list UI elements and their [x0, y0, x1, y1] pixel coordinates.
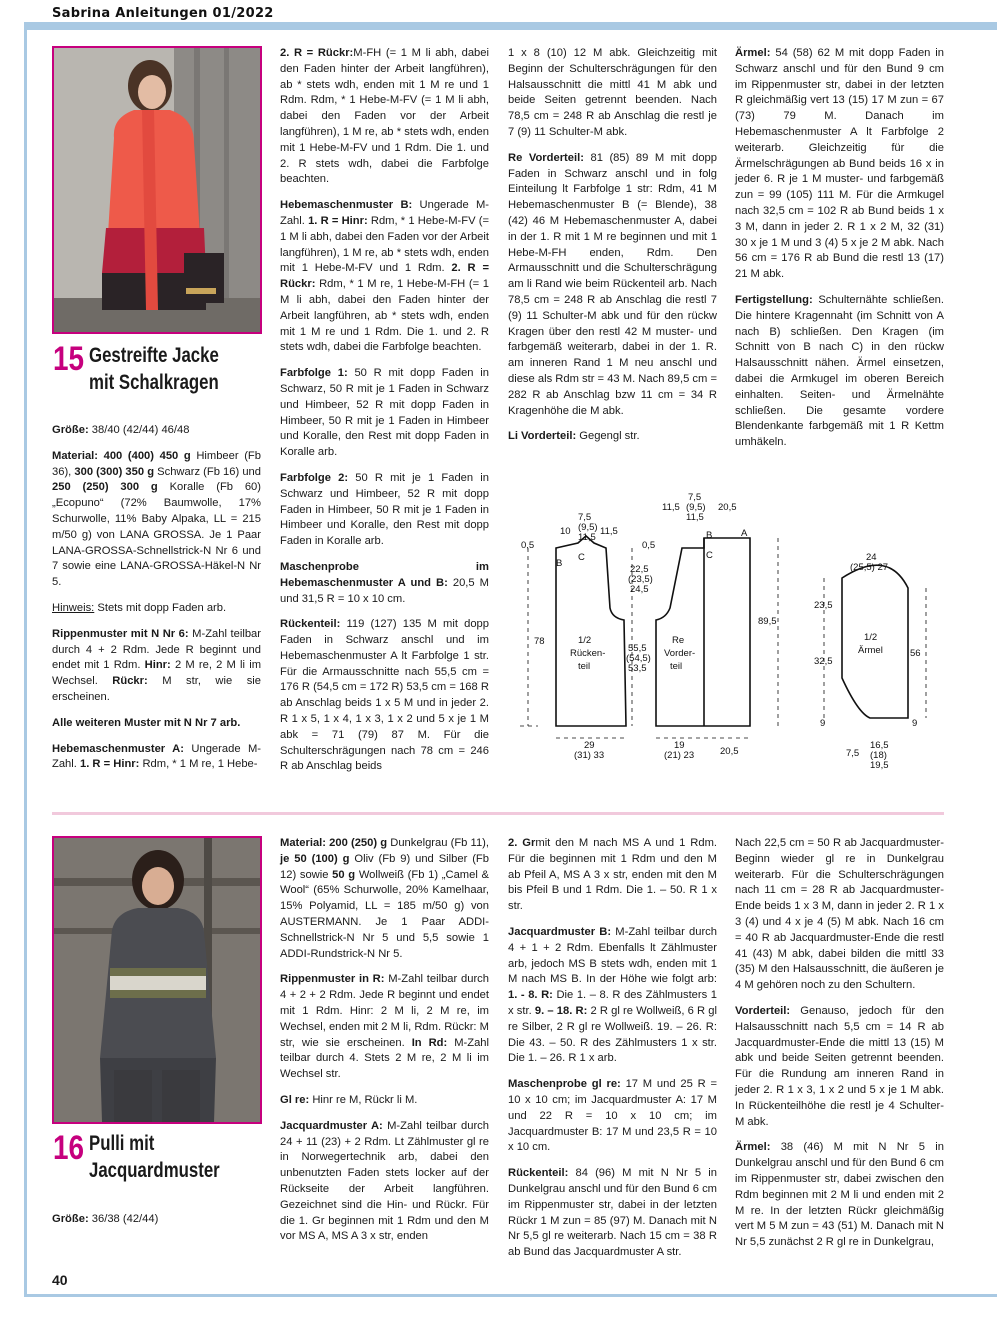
sweater-illustration: [54, 838, 260, 1122]
paragraph: [508, 429, 717, 445]
bold-run: Li Vorderteil:: [508, 430, 577, 443]
bottom-frame-bar: [24, 1294, 997, 1297]
dim-19: (9,5): [686, 502, 706, 513]
dim-17: (31) 33: [574, 750, 605, 761]
dim-10: 22,5: [630, 564, 649, 575]
dim-22: 20,5: [718, 502, 737, 513]
pattern-15-title-line1: Gestreifte Jacke: [89, 344, 219, 367]
dim-38: 16,5: [870, 740, 889, 751]
dim-4: 10: [560, 526, 571, 537]
magazine-header: Sabrina Anleitungen 01/2022: [52, 6, 274, 21]
bold-run: Farbfolge 2:: [280, 471, 349, 484]
text-run: M-Zahl teilbar durch 4 + 2 + 2 Rdm. Jede R beginnt und endet mit 1 Rdm. Hinr: 2 M li, 2 M re, im Wechsel, enden mit 2 M li, Rdm. Rückr: M str, wie sie erscheinen.: [280, 973, 489, 1049]
dim-0: 0,5: [521, 540, 535, 551]
text-run: 2 R gl re Wollweiß, 6 R gl re Silber, 2 R gl re Wollweiß. 19. – 26. R: Die 43. – 50. R des Zählmusters 1 x str. Die 1. – 26. R 1 x arb.: [508, 1004, 717, 1065]
text-run: Hinr re M, Rückr li M.: [309, 1093, 418, 1106]
bold-run: 2. R = Rückr:: [280, 262, 489, 291]
bold-run: 300 (300) 350 g: [74, 465, 155, 478]
bold-run: Hebemaschenmuster B:: [280, 199, 413, 212]
schematic-diagram: [508, 488, 944, 778]
pattern-16-column-1: [52, 1212, 261, 1238]
text-run: Dunkelgrau (Fb 11),: [387, 837, 489, 849]
cardigan-photo: [52, 46, 262, 334]
dim-36: 9: [912, 718, 918, 729]
pattern-15-column-2: [280, 46, 489, 785]
dim-37: 7,5: [846, 748, 860, 759]
bold-run: In Rd:: [411, 1036, 448, 1049]
bold-run: Farbfolge 1:: [280, 367, 348, 380]
text-run: Rdm, * 1 M re, 1 Hebe-: [139, 758, 258, 771]
dim-21: 11,5: [686, 512, 704, 523]
text-run: Rdm, * 1 Hebe-M-FV (= 1 M li abh, dabei den Faden vor der Arbeit langführen), 1 M re, ab * stets wdh, enden mit 1 Hebe-M-FV und 1 Rdm. Die 1. und 2. R stets wdh, dabei die Farbfolge beachten.: [280, 94, 489, 186]
text-run: 2 M re, 2 M li im Wechsel.: [52, 659, 262, 688]
text-run: Genauso, jedoch für den Halsausschnitt nach 5,5 cm = 14 R ab Jacquardmuster-Ende die mittl 13 (15) M abk und beide Seiten getrennt beenden. Für die Rundung am inneren Rand in jeder 2. R 1 x 3, 1 x 2 und 5 x je 1 M abk. In Rückenteilhöhe die restl je 4 Schulter-M abk.: [735, 1004, 944, 1128]
dim-20: 7,5: [688, 492, 702, 503]
dim-28: (21) 23: [664, 750, 695, 761]
text-run: 36/38 (42/44): [88, 1213, 159, 1225]
text-run: Die 1. – 8. R des Zählmusters 1 x str.: [508, 989, 718, 1017]
paragraph: [280, 366, 489, 461]
paragraph: [52, 742, 261, 774]
paragraph: [508, 1077, 717, 1156]
text-run: Himbeer (Fb 36),: [52, 449, 261, 478]
bold-run: Gl re:: [280, 1093, 310, 1106]
section-divider: [52, 812, 944, 815]
text-run: M-Zahl teilbar durch 4. Stets 2 M re, 2 M li im Wechsel str.: [280, 1036, 489, 1081]
paragraph: [280, 836, 489, 962]
top-frame-bar: [24, 22, 997, 30]
pattern-16-column-3: [508, 836, 717, 1271]
back-label-1: 1/2: [578, 635, 592, 646]
paragraph: [280, 560, 489, 607]
paragraph: [52, 423, 261, 439]
dim-29: 20,5: [720, 746, 739, 757]
dim-8: C: [578, 552, 585, 563]
paragraph: [280, 617, 489, 775]
text-run: Schulternähte schließen. Die hintere Kragennaht (im Schnitt von A nach B) schließen. Den Kragen (im Schnitt von B nach C) in den rückw Halsausschnitt nähen. Ärmel einsetzen, dabei die Armkugel im oberen Bereich einhalten. Seiten- und Ärmelnähte schließen. Die gesamte vordere Blendenkante farbgemäß mit 1 R Kettm umhäkeln.: [735, 293, 944, 449]
paragraph: [52, 627, 261, 706]
bold-run: Rippenmuster mit N Nr 6:: [52, 627, 189, 640]
text-run: 50 R mit dopp Faden in Schwarz, 50 R mit je 1 Faden in Schwarz und Himbeer, 52 R mit dopp Faden in Himbeer, 50 R mit je 1 Faden in Himbeer und Koralle, den Rest mit dopp Faden in Koralle arb.: [280, 367, 490, 459]
bold-run: 2. R = Rückr:: [280, 47, 354, 59]
dim-18: 11,5: [662, 502, 680, 513]
text-run: 81 (85) 89 M mit dopp Faden in Schwarz anschl und in folg Einteilung lt Farbfolge 1 str: Rdm, 41 M Hebemaschenmuster B (= Blende), 38 (42) 46 M Hebemaschenmuster A, dabei in der 1. R mit 1 M re beginnen und mit 1 Hebe-M-FH enden, Rdm. Den Armausschnitt und die Schulterschrägung am li Rand wie beim Rückenteil arb. Nach 78,5 cm = 248 R ab Anschlag die restl 7 (9) 11 Schulter-M abk und für den rückw Kragen über den restl 42 M muster- und farbgemäß weiterarb, dabei in der 1. R. am inneren Rand 1 M neu anschl und diese als Rdm str = 43 M. Nach 89,5 cm = 282 R ab Anschlag bzw 11 cm = 34 R Kragenhöhe die M abk.: [508, 151, 717, 417]
text-run: Schwarz (Fb 16) und: [154, 465, 262, 478]
dim-7: B: [556, 558, 563, 569]
dim-31: (25,5) 27: [850, 562, 889, 573]
text-run: M-Zahl teilbar durch 24 + 11 (23) + 2 Rdm. Lt Zählmuster gl re in Norwegertechnik arb, dabei den unbenutzten Faden stets locker auf der Rückseite der Arbeit langführen. Gezeichnet sind die Hin- und Rückr. Für die 1. Gr beginnen mit 1 Rdm und den M vor MS A, MS A 3 x str, enden: [280, 1119, 489, 1243]
bold-run: Größe:: [52, 424, 89, 436]
paragraph: [508, 836, 717, 915]
paragraph: [508, 1166, 717, 1261]
bold-run: Hinr:: [144, 659, 171, 672]
sleeve-label-2: Ärmel: [858, 645, 883, 656]
dim-25: C: [706, 550, 713, 561]
pattern-15-number: 15: [53, 340, 85, 378]
page-number: 40: [52, 1272, 68, 1288]
bold-run: Größe:: [52, 1213, 89, 1225]
bold-run: 9. – 18. R:: [534, 1004, 588, 1017]
text-run: Oliv (Fb 9) und Silber (Fb 12) sowie: [280, 852, 489, 881]
dim-12: 24,5: [630, 584, 649, 595]
text-run: M-Zahl teilbar durch 4 + 1 + 2 Rdm. Ebenfalls lt Zählmuster arb, jedoch MS B stets wdh, enden mit 1 M nach MS B. In der Höhe wie folgt arb:: [508, 925, 717, 986]
back-label-2: Rücken-: [570, 648, 606, 659]
dim-23: B: [706, 530, 713, 541]
text-run: Rdm, * 1 Hebe-M-FV (= 1 M li abh, dabei den Faden vor der Arbeit langführen), 1 M re, ab * stets wdh, enden mit 1 Hebe-M-FV und 1 Rdm.: [280, 214, 489, 275]
dim-40: 19,5: [870, 760, 889, 771]
pattern-15-column-4: [735, 46, 944, 461]
pattern-16-title-line1: Pulli mit: [89, 1132, 155, 1155]
dim-39: (18): [870, 750, 887, 761]
paragraph: [52, 601, 261, 617]
bold-run: je 50 (100) g: [280, 852, 350, 865]
bold-run: Ärmel:: [735, 47, 771, 59]
paragraph: [280, 1093, 489, 1109]
dim-13: 55,5: [628, 643, 647, 654]
paragraph: [280, 471, 489, 550]
bold-run: Jacquardmuster A:: [280, 1119, 383, 1132]
dim-14: (54,5): [626, 653, 651, 664]
bold-run: Fertigstellung:: [735, 293, 813, 306]
dim-16: 29: [584, 740, 595, 751]
text-run: Koralle (Fb 60) „Ecopuno“ (72% Baumwolle, 17% Schurwolle, 11% Baby Alpaka, LL = 215 m/50 g) von LANA GROSSA. Je 1 Paar LANA-GROSSA-Schnellstrick-N Nr 6 und 7 sowie eine LANA-GROSSA-Häkel-N Nr 5.: [52, 481, 261, 589]
text-run: Stets mit dopp Faden arb.: [94, 601, 227, 614]
bold-run: 50 g: [332, 868, 356, 881]
text-run: Nach 22,5 cm = 50 R ab Jacquardmuster-Beginn wieder gl re in Dunkelgrau weiterarb. Für die Schulterschrägungen nach 11 cm = 28 R ab Jacquardmuster-Ende beids 1 x 3 M, dann in jeder 2. R 1 x 3 (4) und 4 x je 4 (5) M abk. Nach 16 cm = 40 R ab Jacquardmuster-Ende die restl 41 (43) M abk, dabei bilden die mittl 33 (35) M den Halsausschnitt, die äußeren je 4 M gehören noch zu den Schultern.: [735, 837, 944, 992]
bold-run: Material: 200 (250) g: [280, 837, 388, 849]
dim-27: 19: [674, 740, 685, 751]
bold-run: 2. Gr: [508, 837, 536, 849]
paragraph: [735, 836, 944, 994]
text-run: M-FH (= 1 M li abh, dabei den Faden hinter der Arbeit langführen), ab * stets wdh, enden mit 1 M re und 1 Rdm.: [280, 47, 489, 107]
dim-3: 11,5: [578, 532, 596, 543]
bold-run: Rippenmuster in R:: [280, 973, 385, 986]
paragraph: [280, 198, 489, 356]
pattern-16-column-4: [735, 836, 944, 1261]
bold-run: Vorderteil:: [735, 1004, 791, 1017]
back-piece-outline: [556, 536, 626, 726]
text-run: 54 (58) 62 M mit dopp Faden in Schwarz anschl und für den Bund 9 cm im Rippenmuster str, dabei in der letzten R gleichmäßig vert 13 (15) 17 M zun = 67 (73) 79 M. Danach im Hebemaschenmuster A lt Farbfolge 2 weiterarb. Gleichzeitig für die Ärmelschrägungen ab Bund beids 16 x in jeder 6. R je 1 M muster- und farbgemäß zun = 99 (105) 111 M. Für die Armkugel nach 32,5 cm = 102 R ab Bund beids 1 x 3 M, dann in jeder 2. R 1 x 2 M, 32 (31) 30 x je 1 M und 3 (4) 5 x je 2 M abk. Nach 56 cm = 176 R ab Bund die restl 13 (17) 21 M abk.: [735, 47, 944, 281]
bold-run: Maschenprobe gl re:: [508, 1078, 621, 1091]
sleeve-label-1: 1/2: [864, 632, 878, 643]
text-run: M-Zahl teilbar durch 4 + 2 Rdm. Jede R beginnt und endet mit 1 Rdm.: [52, 627, 262, 672]
paragraph: [280, 1119, 489, 1245]
text-run: Ungerade M-Zahl.: [52, 742, 261, 771]
dim-2: (9,5): [578, 522, 598, 533]
bold-run: Rückr:: [112, 675, 148, 688]
front-piece-outline: [656, 538, 750, 726]
bold-run: Alle weiteren Muster mit N Nr 7 arb.: [52, 716, 241, 729]
dim-33: 32,5: [814, 656, 833, 667]
paragraph: [735, 1140, 944, 1251]
dim-32: 23,5: [814, 600, 833, 611]
text-run: mit den M nach MS A und 1 Rdm. Für die: [508, 837, 717, 865]
front-label-2: Vorder-: [664, 648, 696, 659]
text-run: 38/40 (42/44) 46/48: [88, 424, 190, 436]
dim-30: 24: [866, 552, 877, 563]
bold-run: Jacquardmuster B:: [508, 925, 612, 938]
paragraph: [735, 293, 944, 451]
text-run: 38 (46) M mit N Nr 5 in Dunkelgrau anschl und für den Bund 6 cm im Rippenmuster str, dabei zwischen den Rdm beginnen mit 2 M li und enden mit 2 M re. In der letzten Rückr gleichmäßig vert M 5 M zun = 43 (51) M. Danach mit N Nr 5,5 zunächst 2 R gl re in Dunkelgrau,: [735, 1141, 944, 1249]
paragraph: [735, 1004, 944, 1130]
sweater-photo: [52, 836, 262, 1124]
paragraph: [52, 449, 261, 591]
front-label-3: teil: [670, 661, 683, 672]
text-run: 1 x 8 (10) 12 M abk. Gleichzeitig mit Beginn der Schulterschrägungen für den Halsausschnitt die mittl 41 M abk und beide Seiten getrennt beenden. Nach 78,5 cm = 248 R ab Anschlag die restl je 7 (9) 11 Schulter-M abk.: [508, 47, 717, 138]
bold-run: 250 (250) 300 g: [52, 481, 158, 494]
pattern-15-column-3: [508, 46, 717, 455]
paragraph: [52, 1212, 261, 1228]
underlined-run: Hinweis:: [52, 601, 95, 614]
bold-run: Rückenteil:: [280, 618, 341, 631]
paragraph: [52, 716, 261, 732]
text-run: Gegengl str.: [576, 430, 640, 443]
front-label-1: Re: [672, 635, 685, 646]
paragraph: [280, 972, 489, 1083]
dim-34: 56: [910, 648, 921, 659]
text-run: Ungerade M-Zahl.: [280, 199, 489, 227]
paragraph: [735, 46, 944, 283]
dim-15: 53,5: [628, 663, 647, 674]
pattern-15-column-1: [52, 423, 261, 783]
text-run: 119 (127) 135 M mit dopp Faden in Schwarz anschl und im Hebemaschenmuster A lt Farbfolge 1 str. Für die Armausschnitte nach 55,5 cm = 176 R (54,5 cm = 172 R) 53,5 cm = 168 R ab Anschlag beids 1 x 5 M und in jeder 2. R 1 x 5, 1 x 4, 1 x 3, 1 x 2 und 5 x je 1 M abk = 71 (79) 87 M. Für die Schulterschrägungen nach 78 cm = 246 R ab Anschlag beids: [280, 618, 489, 773]
dim-5: 11,5: [600, 526, 618, 537]
text-run: 50 R mit je 1 Faden in Schwarz und Himbeer, 52 R mit dopp Faden in Himbeer, 50 R mit je 1 Faden in Himbeer und Koralle, den Rest mit dopp Faden in Koralle arb.: [280, 471, 489, 548]
text-run: Wollweiß (Fb 1) „Camel & Wool“ (65% Schurwolle, 20% Kamelhaar, 15% Polyamid, LL = 185 m/50 g) von AUSTERMANN. Je 1 Paar ADDI-Schnellstrick-N Nr 5 und 5,5 sowie 1 ADDI-Rundstrick-N Nr 5.: [280, 868, 489, 960]
bold-run: Rückenteil:: [508, 1167, 569, 1180]
dim-24: A: [741, 528, 748, 539]
back-label-3: teil: [578, 661, 591, 672]
dim-26: 89,5: [758, 616, 777, 627]
text-run: beginnen mit 1 Rdm und den M ab Pfeil A, MS A 3 x str, enden mit den M bis Pfeil B und 1 Rdm. Die 1. – 50. R 1 x str.: [508, 852, 717, 913]
bold-run: Maschenprobe im Hebemaschenmuster A und B:: [280, 560, 489, 589]
pattern-15-title-line2: mit Schalkragen: [89, 371, 219, 394]
bold-run: Re Vorderteil:: [508, 151, 584, 164]
text-run: M str, wie sie erscheinen.: [52, 675, 261, 703]
dim-9: 78: [534, 636, 545, 647]
pattern-16-number: 16: [53, 1129, 85, 1167]
pattern-16-column-2: [280, 836, 489, 1255]
cardigan-illustration: [54, 48, 260, 332]
dim-6: 0,5: [642, 540, 656, 551]
paragraph: [280, 46, 489, 188]
paragraph: [508, 151, 717, 420]
dim-1: 7,5: [578, 512, 592, 523]
pattern-16-title-line2: Jacquardmuster: [89, 1159, 220, 1182]
paragraph: [508, 46, 717, 141]
dim-11: (23,5): [628, 574, 653, 585]
bold-run: Ärmel:: [735, 1141, 771, 1154]
paragraph: [508, 925, 717, 1067]
left-frame-bar: [24, 22, 27, 1296]
bold-run: 1. - 8. R:: [508, 989, 553, 1002]
bold-run: Hebemaschenmuster A:: [52, 742, 184, 755]
text-run: 20,5 M und 31,5 R = 10 x 10 cm.: [280, 576, 489, 605]
bold-run: Material: 400 (400) 450 g: [52, 449, 191, 462]
dim-35: 9: [820, 718, 826, 729]
text-run: 17 M und 25 R = 10 x 10 cm; im Jacquardmuster A: 17 M und 22 R = 10 x 10 cm; im Jacquardmuster B: 17 M und 23,5 R = 10 x 10 cm.: [508, 1078, 717, 1154]
text-run: 84 (96) M mit N Nr 5 in Dunkelgrau anschl und für den Bund 6 cm im Rippenmuster str, dabei in der letzten Rückr 1 M zun = 85 (97) M. Danach mit N Nr 5,5 gl re weiterarb. Nach 15 cm = 38 R ab Bund das Jacquardmuster A str.: [508, 1167, 717, 1259]
bold-run: 1. R = Hinr:: [308, 214, 368, 227]
text-run: Rdm, * 1 M re, 1 Hebe-M-FH (= 1 M li abh, dabei den Faden hinter der Arbeit langführen, ab * stets wdh, enden mit 1 M re und 1 Rdm. Die 1. und 2. R stets wdh, dabei die Farbfolge beachten.: [280, 278, 489, 354]
bold-run: 1. R = Hinr:: [79, 758, 140, 771]
